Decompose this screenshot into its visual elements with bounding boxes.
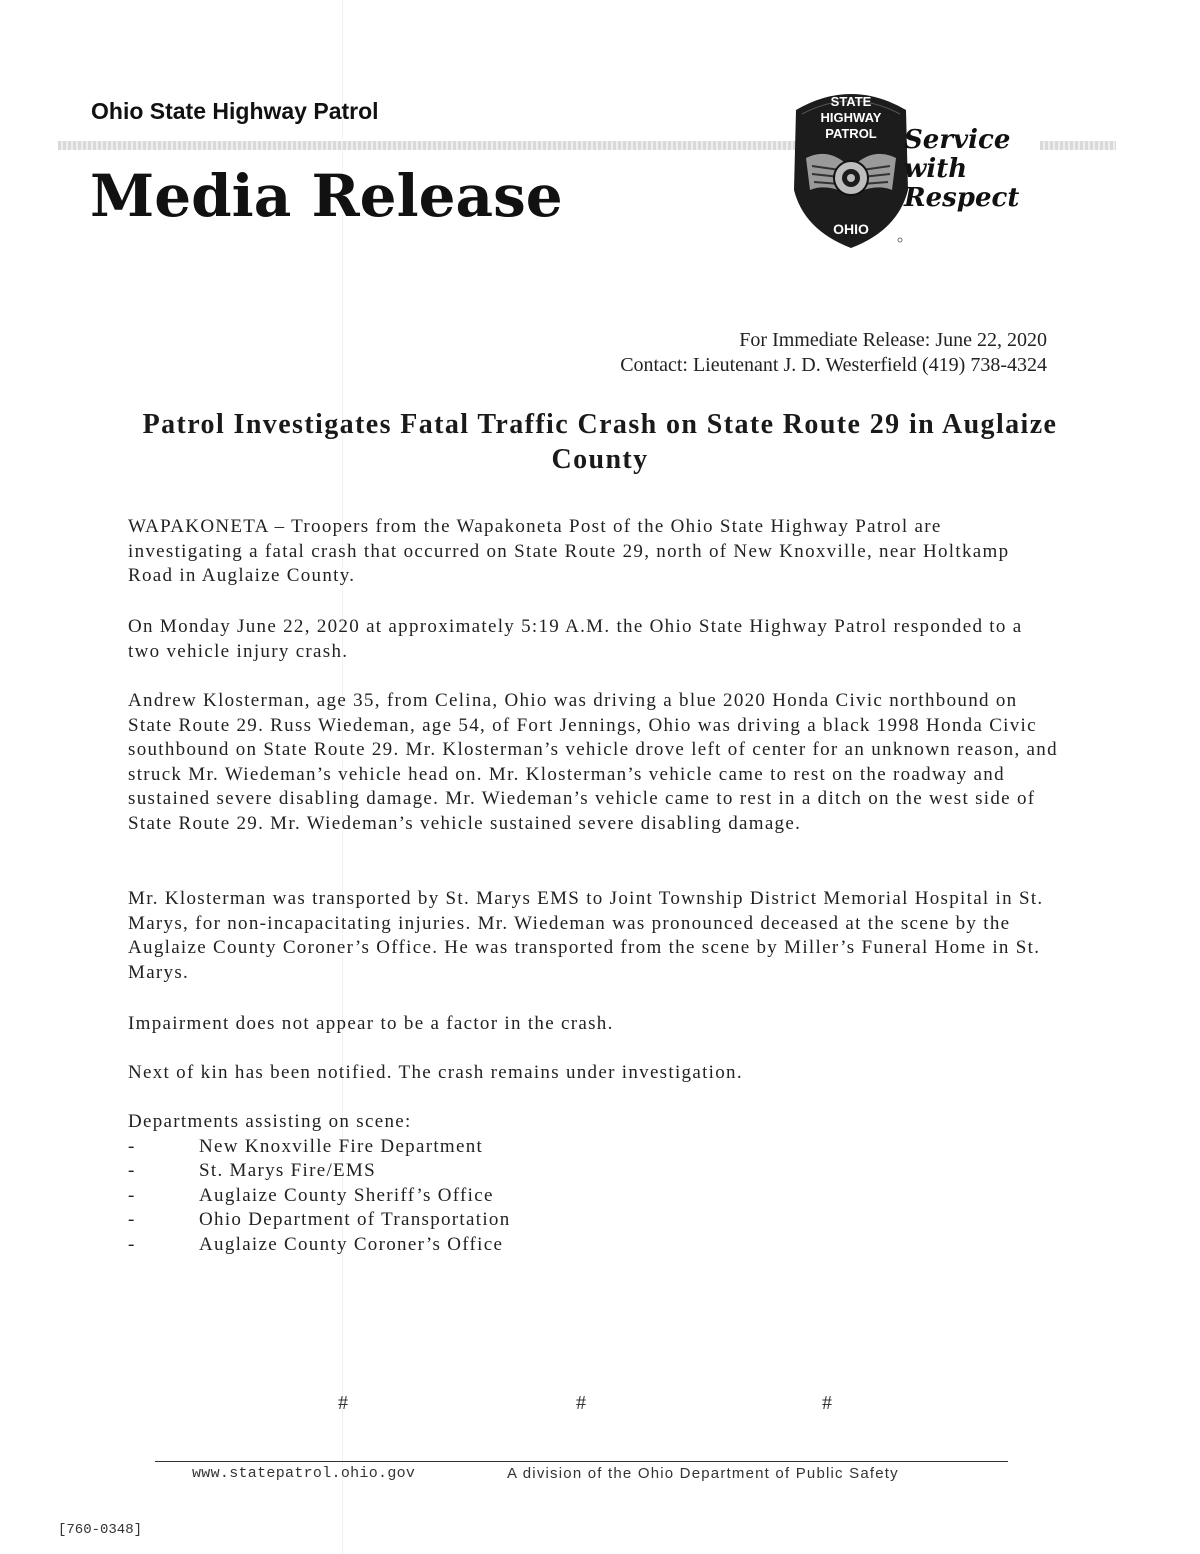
header-rule-band bbox=[58, 141, 798, 150]
motto-line: Respect bbox=[904, 183, 1020, 213]
departments-heading: Departments assisting on scene: bbox=[128, 1111, 412, 1132]
end-mark: # bbox=[822, 1392, 832, 1414]
body-paragraph: Next of kin has been notified. The crash remains under investigation. bbox=[128, 1062, 743, 1083]
badge-text-highway: HIGHWAY bbox=[820, 110, 882, 125]
agency-name: Ohio State Highway Patrol bbox=[91, 98, 379, 124]
list-item bbox=[128, 1159, 1058, 1184]
footer-divider bbox=[155, 1461, 1008, 1462]
headline: Patrol Investigates Fatal Traffic Crash on State Route 29 in Auglaize County bbox=[142, 409, 1058, 475]
footer-website-link[interactable]: www.statepatrol.ohio.gov bbox=[192, 1465, 416, 1482]
list-bullet: - bbox=[128, 1184, 136, 1206]
department-name: Auglaize County Sheriff’s Office bbox=[199, 1184, 494, 1206]
list-item bbox=[128, 1184, 1058, 1209]
body-paragraph: Andrew Klosterman, age 35, from Celina, Ohio was driving a blue 2020 Honda Civic northbound on State Route 29. Russ Wiedeman, age 54, of Fort Jennings, Ohio was driving a black 1998 Honda Civic southbound on State Route 29. Mr. Klosterman’s vehicle drove left of center for an unknown reason, and struck Mr. Wiedeman’s vehicle head on. Mr. Klosterman’s vehicle came to rest on the roadway and sustained severe disabling damage. Mr. Wiedeman’s vehicle came to rest in a ditch on the west side of State Route 29. Mr. Wiedeman’s vehicle sustained severe disabling damage. bbox=[128, 690, 1058, 834]
department-name: St. Marys Fire/EMS bbox=[199, 1160, 376, 1181]
body-paragraph: Impairment does not appear to be a factor in the crash. bbox=[128, 1013, 614, 1034]
list-bullet: - bbox=[128, 1160, 136, 1181]
motto-line: Service bbox=[904, 125, 1011, 155]
departments-section bbox=[128, 1110, 1058, 1257]
body-paragraph: Mr. Klosterman was transported by St. Marys EMS to Joint Township District Memorial Hospital in St. Marys, for non-incapacitating injuries. Mr. Wiedeman was pronounced deceased at the scene by the Auglaize County Coroner’s Office. He was transported from the scene by Miller’s Funeral Home in St. Marys. bbox=[128, 888, 1044, 983]
body-paragraph: WAPAKONETA – Troopers from the Wapakoneta Post of the Ohio State Highway Patrol are investigating a fatal crash that occurred on State Route 29, north of New Knoxville, near Holtkamp Road in Auglaize County. bbox=[128, 516, 1010, 586]
body-paragraph: On Monday June 22, 2020 at approximately 5:19 A.M. the Ohio State Highway Patrol responded to a two vehicle injury crash. bbox=[128, 616, 1023, 662]
form-code: [760-0348] bbox=[58, 1522, 143, 1538]
list-bullet: - bbox=[128, 1135, 136, 1157]
department-name: New Knoxville Fire Department bbox=[199, 1135, 484, 1157]
list-item bbox=[128, 1135, 1058, 1160]
list-item bbox=[128, 1233, 1058, 1258]
badge-text-patrol: PATROL bbox=[825, 126, 877, 141]
department-name: Ohio Department of Transportation bbox=[199, 1209, 511, 1230]
motto-line: with bbox=[904, 154, 968, 184]
department-name: Auglaize County Coroner’s Office bbox=[199, 1233, 504, 1255]
release-contact: Contact: Lieutenant J. D. Westerfield (419) 738-4324 bbox=[620, 354, 1047, 376]
badge-text-ohio: OHIO bbox=[833, 221, 869, 237]
end-mark: # bbox=[338, 1392, 348, 1414]
patrol-badge-logo bbox=[786, 80, 916, 252]
list-bullet: - bbox=[128, 1209, 136, 1230]
badge-text-state: STATE bbox=[830, 94, 872, 109]
footer-division: A division of the Ohio Department of Public Safety bbox=[507, 1465, 899, 1482]
motto bbox=[904, 126, 1054, 213]
list-item bbox=[128, 1208, 1058, 1233]
release-date: For Immediate Release: June 22, 2020 bbox=[739, 329, 1047, 351]
release-title: Media Release bbox=[90, 162, 563, 230]
list-bullet: - bbox=[128, 1233, 136, 1255]
departments-list bbox=[128, 1135, 1058, 1258]
end-mark: # bbox=[576, 1392, 586, 1414]
release-info bbox=[620, 328, 1047, 378]
